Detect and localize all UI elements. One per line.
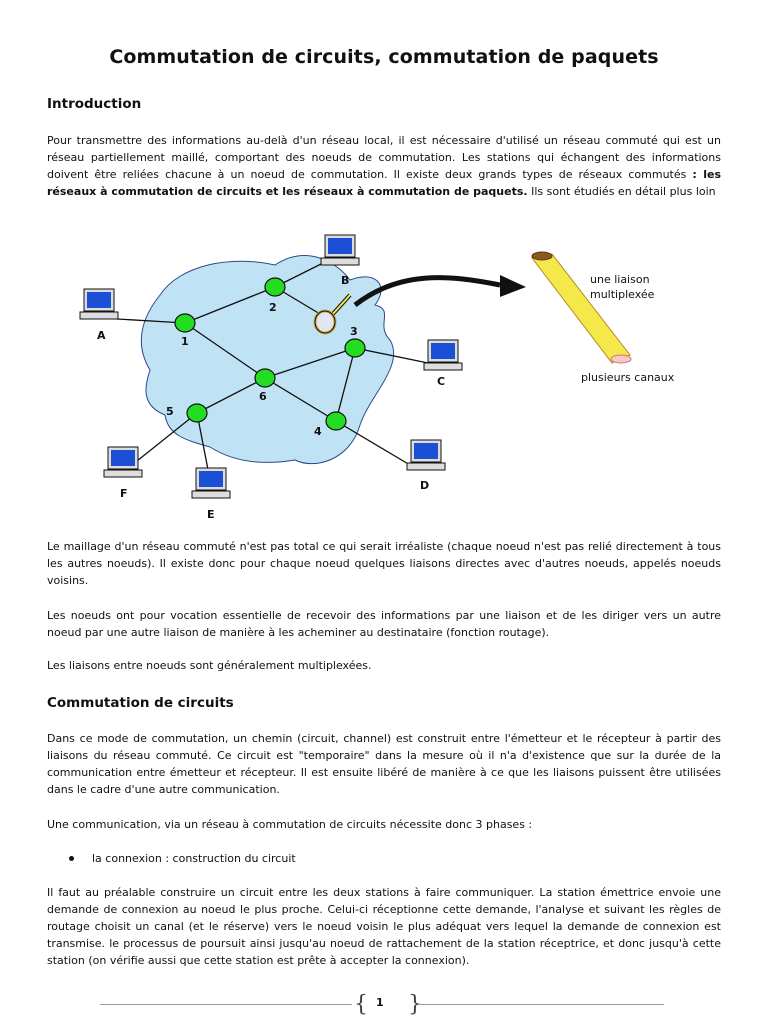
bullet-dot-icon [69, 856, 74, 861]
footer-rule-left [100, 1004, 352, 1005]
bullet-connexion-text: la connexion : construction du circuit [92, 852, 296, 865]
station-d [407, 440, 445, 470]
station-c [424, 340, 462, 370]
node-2 [265, 278, 285, 296]
paragraph-circuits-1: Dans ce mode de commutation, un chemin (circuit, channel) est construit entre l'émetteur et le récepteur à partir des liaisons du réseau commuté. Ce circuit est "temporaire" dans la mesure où il n'a d'existence que sur la durée de la communication entre émetteur et récepteur. Il est ensuite libéré de manière à ce que les liaisons puissent être utilisées dans le cadre d'une autre communication. [47, 732, 721, 796]
paragraph-noeuds: Les noeuds ont pour vocation essentielle de recevoir des informations par une liaison et de les diriger vers un autre noeud par une autre liaison de manière à les acheminer au destinataire (fonction routage). [47, 609, 721, 639]
station-b [321, 235, 359, 265]
station-label-a: A [97, 329, 106, 342]
node-label-4: 4 [314, 425, 322, 438]
node-3 [345, 339, 365, 357]
cable-label-bottom: plusieurs canaux [581, 371, 675, 384]
node-label-1: 1 [181, 335, 189, 348]
page-footer [100, 992, 670, 1016]
node-label-3: 3 [350, 325, 358, 338]
station-label-f: F [120, 487, 128, 500]
station-e [192, 468, 230, 498]
node-6 [255, 369, 275, 387]
node-label-5: 5 [166, 405, 174, 418]
station-label-c: C [437, 375, 446, 388]
intro-text-bold: : les réseaux à commutation de circuits et les réseaux à commutation de paquets. [47, 168, 721, 198]
node-label-6: 6 [259, 390, 267, 403]
paragraph-circuits-3: Il faut au préalable construire un circuit entre les deux stations à faire communiquer. La station émettrice envoie une demande de connexion au noeud le plus proche. Celui-ci réceptionne cette demande, l'analyse et suivant les règles de routage choisit un canal (et le réserve) vers le noeud voisin le plus adéquat vers lequel la demande de connexion est transmise. le processus de poursuit ainsi jusqu'au noeud de rattachement de la station réceptrice, et donc jusqu'à cette station (on vérifie aussi que cette station est prête à accepter la connexion). [47, 886, 721, 967]
page-number: 1 [376, 996, 384, 1009]
station-label-b: B [341, 274, 350, 287]
arrow-head-icon [500, 275, 526, 297]
heading-introduction: Introduction [47, 96, 142, 112]
paragraph-liaisons: Les liaisons entre noeuds sont généralement multiplexées. [47, 659, 372, 672]
cable-label-top: une liaison multiplexée [590, 273, 655, 301]
network-diagram [60, 225, 700, 525]
node-4 [326, 412, 346, 430]
intro-text-after: Ils sont étudiés en détail plus loin [527, 185, 716, 198]
bullet-connexion [69, 850, 296, 867]
station-f [104, 447, 142, 477]
heading-circuits: Commutation de circuits [47, 695, 234, 711]
cable-icon [532, 252, 631, 363]
node-1 [175, 314, 195, 332]
node-label-2: 2 [269, 301, 277, 314]
footer-bracket-right: } [408, 992, 422, 1017]
station-a [80, 289, 118, 319]
footer-rule-right [418, 1004, 664, 1005]
station-label-e: E [207, 508, 215, 521]
intro-text-before: Pour transmettre des informations au-delà d'un réseau local, il est nécessaire d'utilisé un réseau commuté qui est un réseau partiellement maillé, comportant des noeuds de commutation. Les stations qui échangent des informations doivent être reliées chacune à un noeud de commutation. Il existe deux grands types de réseaux commutés [47, 134, 721, 181]
footer-bracket-left: { [354, 992, 368, 1017]
paragraph-maillage: Le maillage d'un réseau commuté n'est pas total ce qui serait irréaliste (chaque noeud n'est pas relié directement à tous les autres noeuds). Il existe donc pour chaque noeud quelques liaisons directes avec d'autres noeuds, appelés noeuds voisins. [47, 540, 721, 587]
intro-paragraph [47, 132, 721, 200]
station-label-d: D [420, 479, 430, 492]
paragraph-circuits-2: Une communication, via un réseau à commutation de circuits nécessite donc 3 phases : [47, 818, 533, 831]
page-title: Commutation de circuits, commutation de paquets [109, 46, 659, 68]
node-5 [187, 404, 207, 422]
